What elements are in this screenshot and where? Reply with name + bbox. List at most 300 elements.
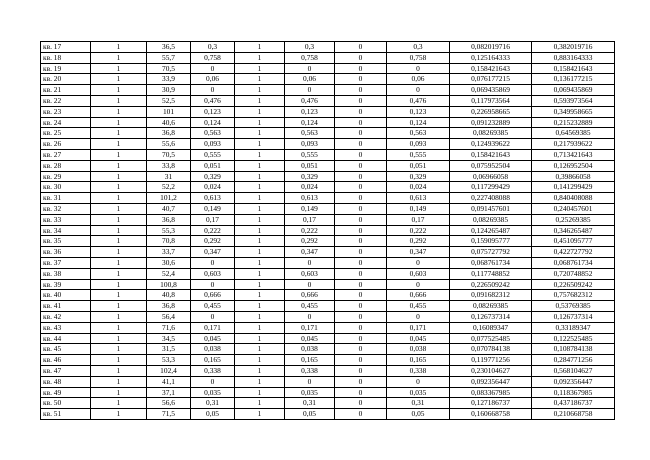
apartment-cell: кв. 40: [41, 290, 91, 301]
value-cell: 1: [235, 398, 285, 409]
value-cell: 1: [235, 182, 285, 193]
value-cell: 0,06: [191, 74, 235, 85]
value-cell: 0,158421643: [532, 63, 615, 74]
apartment-cell: кв. 42: [41, 311, 91, 322]
value-cell: 0: [335, 365, 387, 376]
value-cell: 1: [91, 52, 147, 63]
apartment-cell: кв. 34: [41, 225, 91, 236]
value-cell: 0,05: [387, 409, 450, 420]
value-cell: 1: [235, 171, 285, 182]
value-cell: 0,39866058: [532, 171, 615, 182]
value-cell: 0,329: [191, 171, 235, 182]
value-cell: 0,240457601: [532, 203, 615, 214]
apartment-cell: кв. 33: [41, 214, 91, 225]
table-row: [41, 193, 615, 204]
table-row: [41, 355, 615, 366]
value-cell: 0: [335, 311, 387, 322]
value-cell: 0,666: [191, 290, 235, 301]
value-cell: 1: [235, 63, 285, 74]
value-cell: 0,840408088: [532, 193, 615, 204]
value-cell: 1: [235, 268, 285, 279]
value-cell: 0,226509242: [450, 279, 532, 290]
table-row: [41, 171, 615, 182]
value-cell: 1: [235, 247, 285, 258]
value-cell: 36,5: [147, 42, 191, 53]
value-cell: 1: [235, 409, 285, 420]
value-cell: 100,8: [147, 279, 191, 290]
value-cell: 37,1: [147, 387, 191, 398]
value-cell: 1: [235, 333, 285, 344]
value-cell: 0,035: [285, 387, 335, 398]
value-cell: 1: [91, 203, 147, 214]
value-cell: 1: [91, 42, 147, 53]
value-cell: 0,091682312: [450, 290, 532, 301]
value-cell: 102,4: [147, 365, 191, 376]
value-cell: 0: [191, 279, 235, 290]
table-row: [41, 409, 615, 420]
value-cell: 0,593973564: [532, 95, 615, 106]
value-cell: 1: [91, 344, 147, 355]
value-cell: 1: [235, 74, 285, 85]
value-cell: 0: [335, 85, 387, 96]
value-cell: 0,124265487: [450, 225, 532, 236]
value-cell: 0,035: [191, 387, 235, 398]
value-cell: 0: [335, 63, 387, 74]
value-cell: 55,6: [147, 139, 191, 150]
value-cell: 0: [335, 333, 387, 344]
value-cell: 36,8: [147, 128, 191, 139]
value-cell: 0,346265487: [532, 225, 615, 236]
value-cell: 0,25269385: [532, 214, 615, 225]
value-cell: 0,051: [387, 160, 450, 171]
value-cell: 0,227408088: [450, 193, 532, 204]
value-cell: 0,165: [387, 355, 450, 366]
value-cell: 0: [335, 203, 387, 214]
value-cell: 0,16089347: [450, 322, 532, 333]
value-cell: 0,31: [191, 398, 235, 409]
value-cell: 0,222: [387, 225, 450, 236]
value-cell: 101,2: [147, 193, 191, 204]
value-cell: 0,171: [285, 322, 335, 333]
value-cell: 1: [91, 214, 147, 225]
table-row: [41, 139, 615, 150]
apartment-cell: кв. 23: [41, 106, 91, 117]
value-cell: 1: [91, 301, 147, 312]
value-cell: 0,3: [191, 42, 235, 53]
value-cell: 70,5: [147, 149, 191, 160]
value-cell: 0,284771256: [532, 355, 615, 366]
value-cell: 0,06966058: [450, 171, 532, 182]
value-cell: 0,075952504: [450, 160, 532, 171]
value-cell: 0,045: [285, 333, 335, 344]
value-cell: 0,126737314: [532, 311, 615, 322]
value-cell: 0: [335, 301, 387, 312]
value-cell: 0,038: [285, 344, 335, 355]
value-cell: 0,092356447: [532, 376, 615, 387]
value-cell: 1: [91, 225, 147, 236]
value-cell: 0,069435869: [450, 85, 532, 96]
value-cell: 0: [335, 257, 387, 268]
value-cell: 0: [335, 42, 387, 53]
value-cell: 1: [91, 355, 147, 366]
value-cell: 0,149: [387, 203, 450, 214]
table-row: [41, 322, 615, 333]
value-cell: 0: [285, 279, 335, 290]
value-cell: 0,613: [191, 193, 235, 204]
value-cell: 0: [387, 63, 450, 74]
value-cell: 1: [235, 344, 285, 355]
apartment-table: [40, 41, 615, 420]
value-cell: 0: [285, 257, 335, 268]
value-cell: 0,455: [387, 301, 450, 312]
value-cell: 0,217939622: [532, 139, 615, 150]
value-cell: 0: [285, 376, 335, 387]
value-cell: 0,083367985: [450, 387, 532, 398]
value-cell: 0,215232889: [532, 117, 615, 128]
value-cell: 0: [387, 257, 450, 268]
value-cell: 40,6: [147, 117, 191, 128]
value-cell: 0,051: [191, 160, 235, 171]
value-cell: 1: [235, 322, 285, 333]
value-cell: 0: [335, 139, 387, 150]
value-cell: 1: [235, 225, 285, 236]
value-cell: 0,091457601: [450, 203, 532, 214]
apartment-cell: кв. 26: [41, 139, 91, 150]
value-cell: 1: [91, 139, 147, 150]
value-cell: 0,127186737: [450, 398, 532, 409]
value-cell: 0,171: [387, 322, 450, 333]
value-cell: 0,123: [285, 106, 335, 117]
value-cell: 0,077525485: [450, 333, 532, 344]
value-cell: 0,222: [285, 225, 335, 236]
value-cell: 33,9: [147, 74, 191, 85]
value-cell: 0,159095777: [450, 236, 532, 247]
value-cell: 0: [335, 225, 387, 236]
value-cell: 0: [335, 171, 387, 182]
value-cell: 0: [387, 311, 450, 322]
value-cell: 1: [235, 311, 285, 322]
table-row: [41, 268, 615, 279]
apartment-cell: кв. 36: [41, 247, 91, 258]
value-cell: 1: [235, 139, 285, 150]
value-cell: 0,603: [387, 268, 450, 279]
value-cell: 71,5: [147, 409, 191, 420]
apartment-cell: кв. 51: [41, 409, 91, 420]
value-cell: 0,476: [285, 95, 335, 106]
value-cell: 31,5: [147, 344, 191, 355]
value-cell: 0: [335, 279, 387, 290]
value-cell: 0,382019716: [532, 42, 615, 53]
apartment-cell: кв. 24: [41, 117, 91, 128]
value-cell: 1: [235, 301, 285, 312]
value-cell: 0,122525485: [532, 333, 615, 344]
value-cell: 40,7: [147, 203, 191, 214]
value-cell: 1: [235, 203, 285, 214]
value-cell: 0,045: [191, 333, 235, 344]
value-cell: 0: [335, 290, 387, 301]
value-cell: 0: [285, 63, 335, 74]
value-cell: 53,3: [147, 355, 191, 366]
value-cell: 0,758: [285, 52, 335, 63]
value-cell: 1: [235, 279, 285, 290]
value-cell: 0,068761734: [450, 257, 532, 268]
value-cell: 0,05: [285, 409, 335, 420]
value-cell: 0,165: [285, 355, 335, 366]
table-row: [41, 95, 615, 106]
value-cell: 101: [147, 106, 191, 117]
value-cell: 70,8: [147, 236, 191, 247]
value-cell: 40,8: [147, 290, 191, 301]
apartment-cell: кв. 50: [41, 398, 91, 409]
value-cell: 1: [91, 85, 147, 96]
value-cell: 1: [91, 311, 147, 322]
value-cell: 0,563: [387, 128, 450, 139]
value-cell: 0,108784138: [532, 344, 615, 355]
value-cell: 0,758: [191, 52, 235, 63]
value-cell: 1: [235, 42, 285, 53]
value-cell: 0,093: [387, 139, 450, 150]
apartment-cell: кв. 31: [41, 193, 91, 204]
value-cell: 0,118367985: [532, 387, 615, 398]
value-cell: 0,17: [191, 214, 235, 225]
value-cell: 0: [335, 52, 387, 63]
value-cell: 0,64569385: [532, 128, 615, 139]
value-cell: 1: [235, 257, 285, 268]
table-row: [41, 74, 615, 85]
value-cell: 0,603: [191, 268, 235, 279]
apartment-cell: кв. 17: [41, 42, 91, 53]
value-cell: 0,171: [191, 322, 235, 333]
apartment-cell: кв. 30: [41, 182, 91, 193]
value-cell: 0,124: [387, 117, 450, 128]
value-cell: 1: [91, 290, 147, 301]
apartment-cell: кв. 43: [41, 322, 91, 333]
value-cell: 0,222: [191, 225, 235, 236]
value-cell: 0,06: [387, 74, 450, 85]
apartment-cell: кв. 48: [41, 376, 91, 387]
table-row: [41, 398, 615, 409]
table-row: [41, 290, 615, 301]
value-cell: 0,136177215: [532, 74, 615, 85]
table-row: [41, 311, 615, 322]
apartment-cell: кв. 49: [41, 387, 91, 398]
value-cell: 0,123: [387, 106, 450, 117]
value-cell: 1: [91, 247, 147, 258]
value-cell: 0,329: [387, 171, 450, 182]
value-cell: 1: [91, 279, 147, 290]
value-cell: 0: [191, 311, 235, 322]
value-cell: 0: [335, 149, 387, 160]
value-cell: 0,476: [387, 95, 450, 106]
value-cell: 0,329: [285, 171, 335, 182]
value-cell: 0,038: [387, 344, 450, 355]
table-row: [41, 42, 615, 53]
value-cell: 1: [235, 85, 285, 96]
value-cell: 1: [235, 365, 285, 376]
table-row: [41, 301, 615, 312]
value-cell: 0: [335, 193, 387, 204]
table-row: [41, 85, 615, 96]
value-cell: 1: [91, 409, 147, 420]
value-cell: 0,53769385: [532, 301, 615, 312]
value-cell: 0,555: [285, 149, 335, 160]
value-cell: 1: [235, 128, 285, 139]
table-row: [41, 344, 615, 355]
value-cell: 0,338: [285, 365, 335, 376]
value-cell: 55,3: [147, 225, 191, 236]
value-cell: 0,092356447: [450, 376, 532, 387]
value-cell: 0,713421643: [532, 149, 615, 160]
value-cell: 33,8: [147, 160, 191, 171]
value-cell: 0: [335, 214, 387, 225]
value-cell: 0: [335, 95, 387, 106]
value-cell: 0,149: [191, 203, 235, 214]
value-cell: 0: [191, 85, 235, 96]
value-cell: 71,6: [147, 322, 191, 333]
value-cell: 0,070784138: [450, 344, 532, 355]
value-cell: 0,31: [285, 398, 335, 409]
table-row: [41, 247, 615, 258]
value-cell: 1: [91, 268, 147, 279]
table-row: [41, 128, 615, 139]
apartment-cell: кв. 41: [41, 301, 91, 312]
value-cell: 56,4: [147, 311, 191, 322]
value-cell: 0,093: [191, 139, 235, 150]
value-cell: 0,883164333: [532, 52, 615, 63]
table-row: [41, 387, 615, 398]
value-cell: 1: [91, 365, 147, 376]
value-cell: 0: [335, 355, 387, 366]
value-cell: 0,024: [191, 182, 235, 193]
value-cell: 0: [335, 160, 387, 171]
value-cell: 0: [335, 128, 387, 139]
value-cell: 33,7: [147, 247, 191, 258]
value-cell: 1: [91, 74, 147, 85]
value-cell: 0,082019716: [450, 42, 532, 53]
value-cell: 0,125164333: [450, 52, 532, 63]
value-cell: 0,555: [387, 149, 450, 160]
value-cell: 1: [235, 160, 285, 171]
value-cell: 0,292: [285, 236, 335, 247]
value-cell: 1: [91, 387, 147, 398]
value-cell: 0: [191, 63, 235, 74]
value-cell: 1: [91, 398, 147, 409]
value-cell: 0,045: [387, 333, 450, 344]
table-row: [41, 214, 615, 225]
value-cell: 1: [91, 236, 147, 247]
table-row: [41, 225, 615, 236]
value-cell: 1: [235, 214, 285, 225]
value-cell: 0: [335, 409, 387, 420]
table-row: [41, 333, 615, 344]
value-cell: 1: [91, 182, 147, 193]
value-cell: 0: [335, 106, 387, 117]
value-cell: 0: [335, 376, 387, 387]
value-cell: 0: [335, 322, 387, 333]
value-cell: 0: [387, 85, 450, 96]
value-cell: 0: [335, 247, 387, 258]
value-cell: 0,563: [285, 128, 335, 139]
value-cell: 0,31: [387, 398, 450, 409]
value-cell: 1: [235, 193, 285, 204]
value-cell: 31: [147, 171, 191, 182]
value-cell: 0,024: [387, 182, 450, 193]
value-cell: 0,568104627: [532, 365, 615, 376]
value-cell: 1: [235, 376, 285, 387]
value-cell: 0,292: [387, 236, 450, 247]
value-cell: 0,347: [285, 247, 335, 258]
value-cell: 0,149: [285, 203, 335, 214]
apartment-cell: кв. 35: [41, 236, 91, 247]
apartment-cell: кв. 37: [41, 257, 91, 268]
apartment-cell: кв. 25: [41, 128, 91, 139]
value-cell: 1: [91, 257, 147, 268]
value-cell: 0,720748852: [532, 268, 615, 279]
table-row: [41, 279, 615, 290]
value-cell: 0,210668758: [532, 409, 615, 420]
table-row: [41, 182, 615, 193]
value-cell: 1: [235, 52, 285, 63]
value-cell: 1: [91, 106, 147, 117]
value-cell: 1: [91, 376, 147, 387]
value-cell: 0,08269385: [450, 301, 532, 312]
value-cell: 0,338: [387, 365, 450, 376]
table-row: [41, 376, 615, 387]
value-cell: 36,8: [147, 301, 191, 312]
value-cell: 0,563: [191, 128, 235, 139]
value-cell: 0,226958665: [450, 106, 532, 117]
value-cell: 1: [235, 355, 285, 366]
value-cell: 36,8: [147, 214, 191, 225]
table-row: [41, 160, 615, 171]
apartment-cell: кв. 19: [41, 63, 91, 74]
apartment-cell: кв. 21: [41, 85, 91, 96]
value-cell: 0,758: [387, 52, 450, 63]
value-cell: 0,141299429: [532, 182, 615, 193]
apartment-cell: кв. 44: [41, 333, 91, 344]
value-cell: 0,666: [285, 290, 335, 301]
value-cell: 0,347: [191, 247, 235, 258]
apartment-cell: кв. 22: [41, 95, 91, 106]
apartment-cell: кв. 32: [41, 203, 91, 214]
value-cell: 0,292: [191, 236, 235, 247]
value-cell: 0: [387, 376, 450, 387]
value-cell: 0,08269385: [450, 214, 532, 225]
value-cell: 0,603: [285, 268, 335, 279]
value-cell: 0,076177215: [450, 74, 532, 85]
table-row: [41, 257, 615, 268]
value-cell: 0: [335, 268, 387, 279]
apartment-cell: кв. 28: [41, 160, 91, 171]
value-cell: 1: [235, 106, 285, 117]
value-cell: 0: [285, 311, 335, 322]
value-cell: 0: [191, 376, 235, 387]
value-cell: 0,3: [387, 42, 450, 53]
value-cell: 0,17: [387, 214, 450, 225]
value-cell: 0: [335, 74, 387, 85]
value-cell: 1: [91, 149, 147, 160]
value-cell: 0,024: [285, 182, 335, 193]
value-cell: 1: [91, 128, 147, 139]
apartment-cell: кв. 27: [41, 149, 91, 160]
value-cell: 0,124: [191, 117, 235, 128]
value-cell: 0,455: [191, 301, 235, 312]
value-cell: 0,06: [285, 74, 335, 85]
value-cell: 0,437186737: [532, 398, 615, 409]
value-cell: 0,035: [387, 387, 450, 398]
value-cell: 0,123: [191, 106, 235, 117]
value-cell: 0,226509242: [532, 279, 615, 290]
